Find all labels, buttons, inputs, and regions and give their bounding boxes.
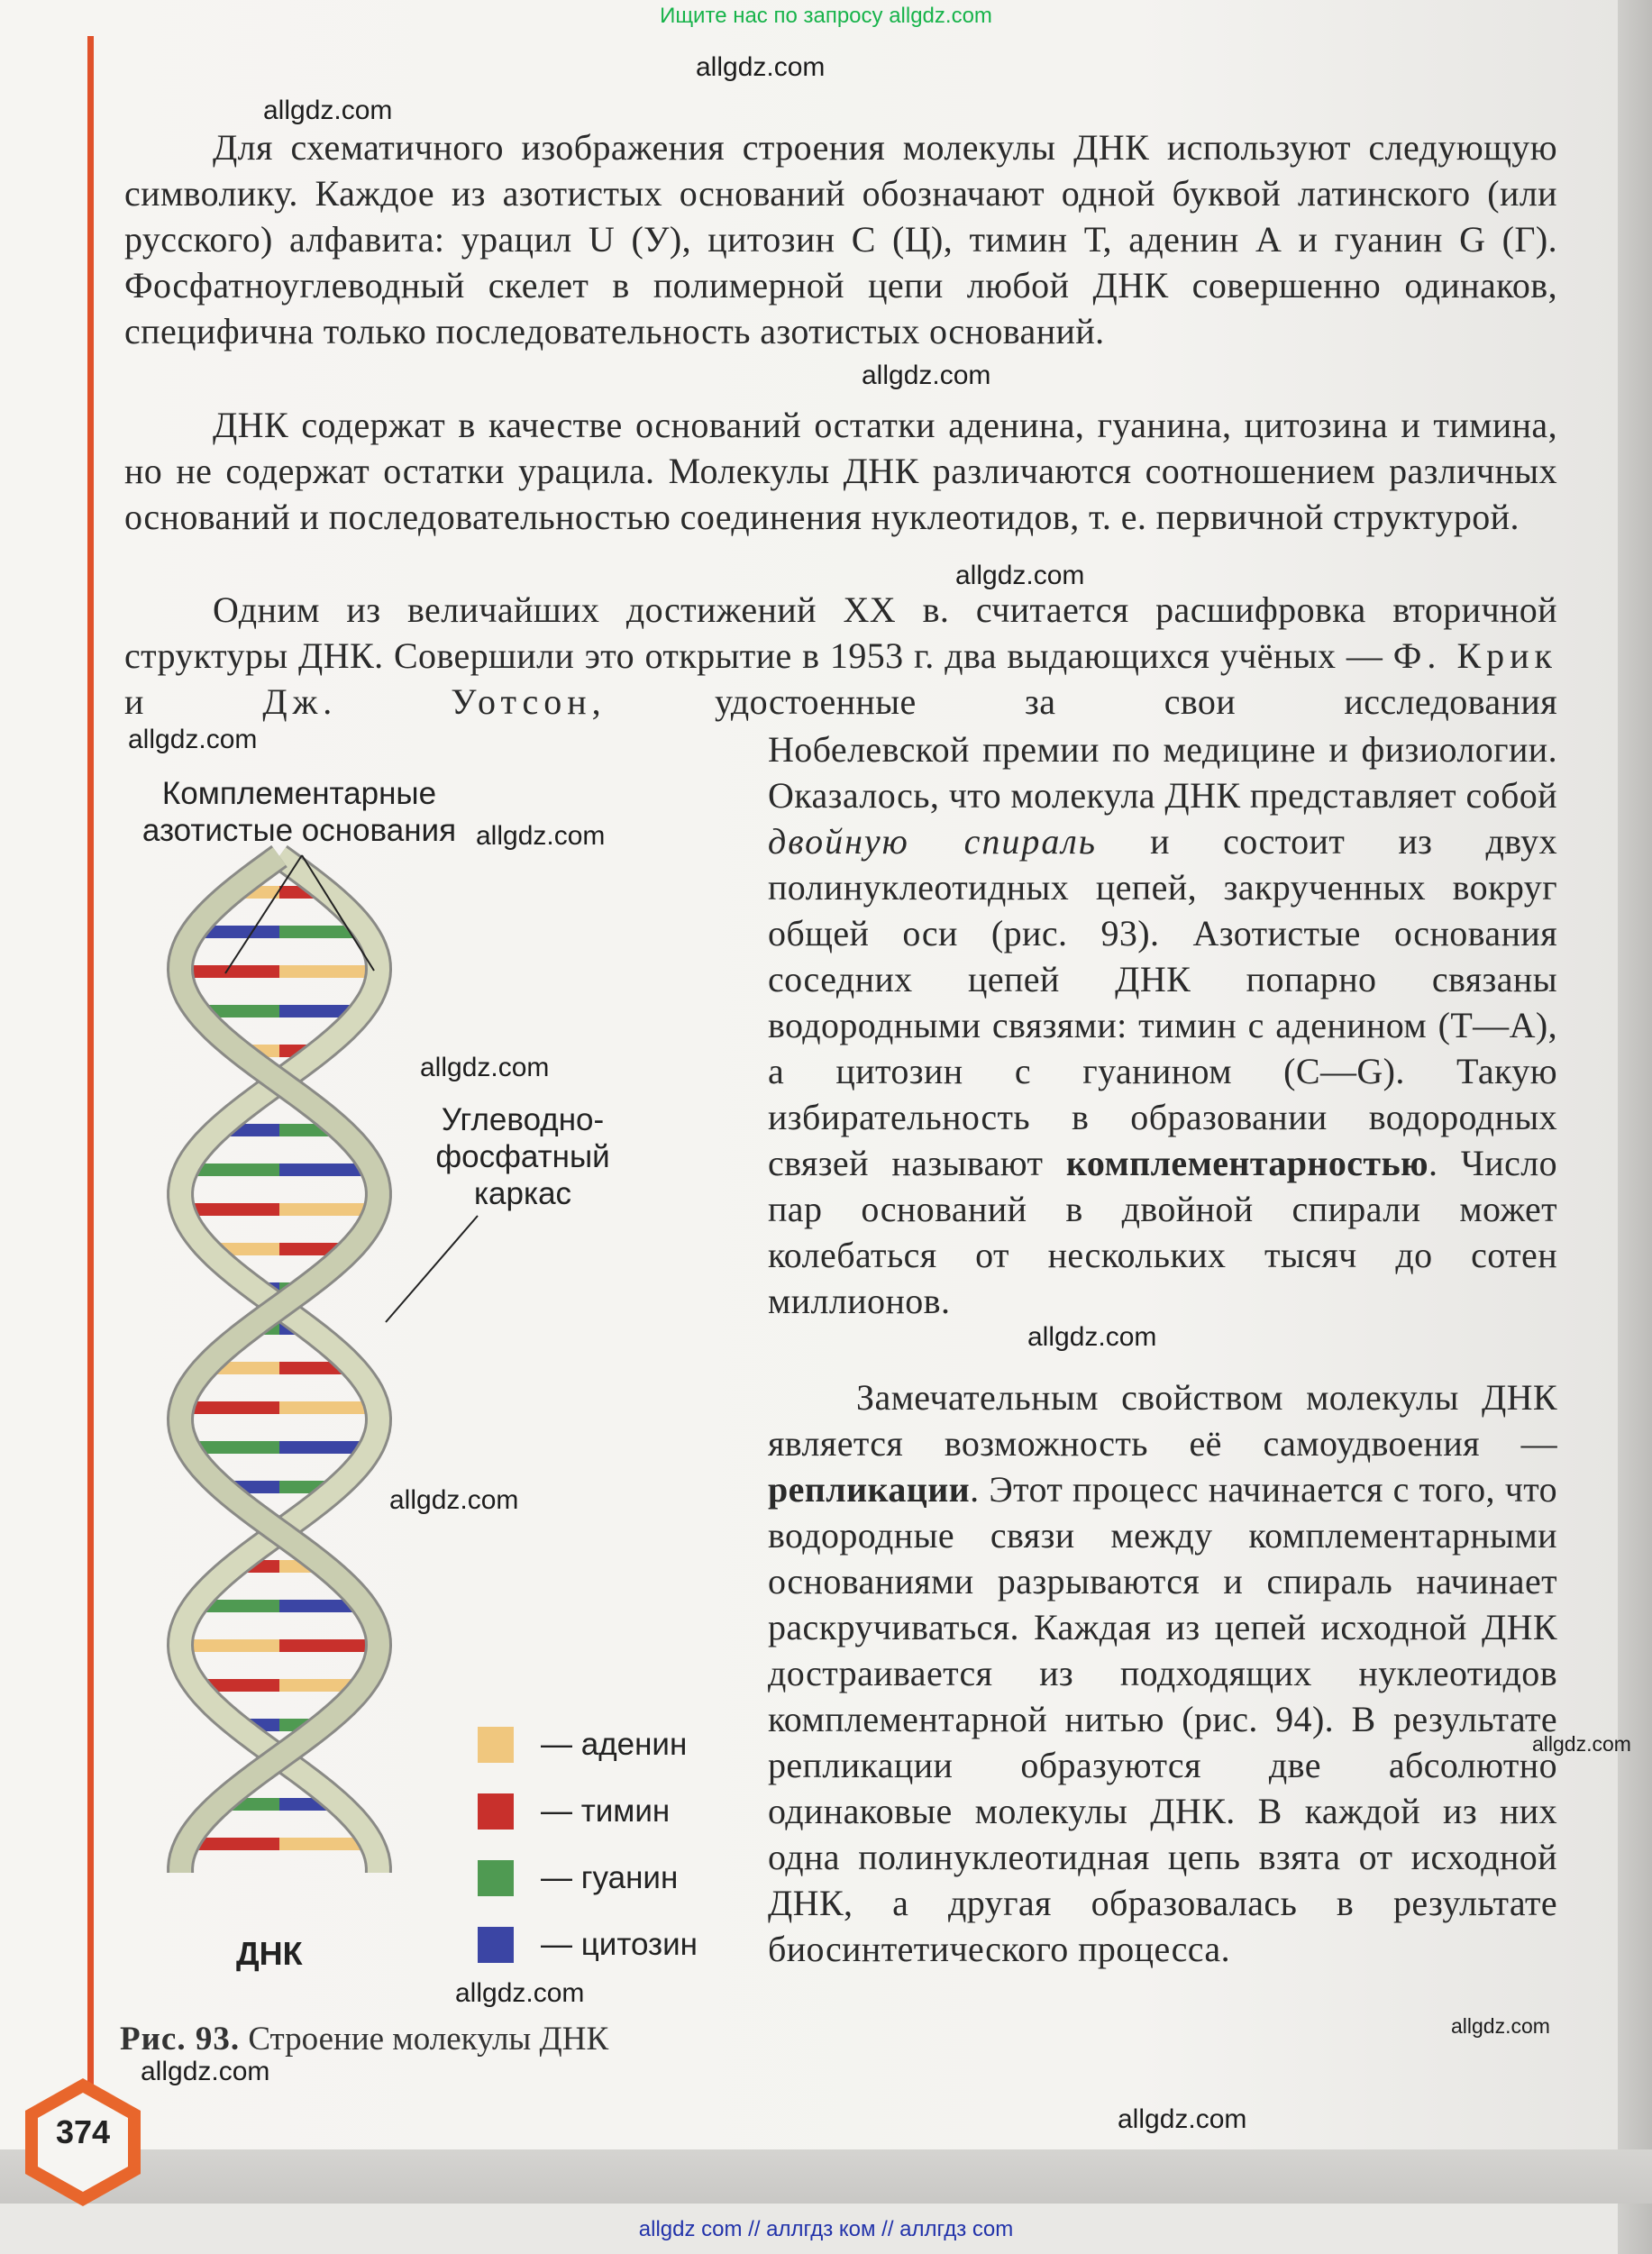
watermark[interactable]: allgdz.com <box>141 2057 270 2086</box>
label-complementary-bases <box>123 775 475 849</box>
watermark[interactable]: allgdz.com <box>420 1053 550 1082</box>
watermark[interactable]: allgdz.com <box>455 1978 585 2008</box>
watermark[interactable]: allgdz.com <box>955 561 1085 590</box>
adenine-swatch <box>478 1727 514 1763</box>
label-sugar-phosphate-frame <box>424 1101 622 1212</box>
adenine-label: — аденин <box>541 1727 688 1762</box>
guanine-label: — гуанин <box>541 1860 679 1895</box>
paragraph-2-text: ДНК содержат в качестве оснований остатки аденина, гуанина, цитозина и тимина, но не содержат остатки урацила. Молекулы ДНК различаются соотношением различных оснований и последовательностью соединения нуклеотидов, т. е. первичной структурой. <box>124 405 1557 537</box>
page-number: 374 <box>55 2113 111 2150</box>
p3-text-d: и состоит из двух полинуклеотидных цепей, закрученных вокруг общей оси (рис. 93). Азотистые основания соседних цепей ДНК попарно связаны водородными связями: тимин с аденином (Т—А), а цитозин с гуанином (С—G). Такую избирательность в образовании водородных связей называют <box>768 821 1557 1183</box>
p3-text-b: удостоенные за свои исследования <box>715 681 1557 722</box>
p4-text-b: . Этот процесс начинается с того, что водородные связи между комплементарными основаниями разрываются и спираль начинает раскручиваться. Каждая из цепей исходной ДНК достраивается из подходящих нуклеотидов комплементарной нитью (рис. 94). В результате репликации образуются две абсолютно одинаковые молекулы ДНК. В каждой из них одна полинуклеотидная цепь взята от исходной ДНК, а другая образовалась в результате биосинтетического процесса. <box>768 1469 1557 1969</box>
top-watermark[interactable]: Ищите нас по запросу allgdz.com <box>660 4 992 28</box>
dna-label: ДНК <box>236 1935 303 1972</box>
thymine-label: — тимин <box>541 1793 671 1829</box>
page-edge <box>1618 0 1652 2254</box>
p3-text-a: Одним из величайших достижений XX в. считается расшифровка вторичной структуры ДНК. Совершили это открытие в 1953 г. два выдающихся учёных — <box>124 589 1557 676</box>
cytosine-swatch <box>478 1927 514 1963</box>
caption-number: Рис. 93. <box>120 2021 241 2058</box>
watermark[interactable]: allgdz.com <box>696 52 826 82</box>
figure-caption <box>120 2020 608 2058</box>
p3-names: Ф. Крик и Дж. Уотсон, <box>124 635 1557 722</box>
p3-text-c: Нобелевской премии по медицине и физиологии. Оказалось, что молекула ДНК представляет собой <box>768 729 1557 816</box>
paragraph-3-top <box>124 587 1557 725</box>
watermark[interactable]: allgdz.com <box>1027 1322 1157 1352</box>
label-frame-line2: фосфатный <box>435 1139 610 1174</box>
paragraph-3-column <box>768 726 1557 1324</box>
paragraph-1 <box>124 124 1557 354</box>
label-bases-line2: азотистые основания <box>141 813 457 848</box>
label-pointer-lines-top <box>216 852 397 978</box>
p4-text-a: Замечательным свойством молекулы ДНК является возможность её самоудвоения — <box>768 1377 1557 1464</box>
caption-text: Строение молекулы ДНК <box>248 2021 609 2058</box>
watermark[interactable]: allgdz.com <box>128 725 258 754</box>
paragraph-4-body <box>768 1374 1557 1972</box>
paragraph-4 <box>768 1374 1557 1972</box>
paragraph-2 <box>124 402 1557 540</box>
label-frame-line1: Углеводно- <box>441 1102 605 1137</box>
bottom-band <box>0 2149 1652 2204</box>
paragraph-3-intro <box>124 587 1557 725</box>
watermark[interactable]: allgdz.com <box>1532 1732 1631 1756</box>
guanine-swatch <box>478 1860 514 1896</box>
p4-term: репликации <box>768 1469 971 1510</box>
label-bases-line1: Комплементарные <box>161 776 437 811</box>
watermark[interactable]: allgdz.com <box>1118 2104 1247 2134</box>
label-frame-line3: каркас <box>473 1176 572 1211</box>
p3-text-e: . Число пар оснований в двойной спирали может колебаться от нескольких тысяч до сотен миллионов. <box>768 1143 1558 1321</box>
cytosine-label: — цитозин <box>541 1927 698 1962</box>
label-pointer-line-frame <box>379 1212 487 1329</box>
paragraph-3-body <box>768 726 1557 1324</box>
watermark[interactable]: allgdz.com <box>862 360 991 390</box>
watermark[interactable]: allgdz.com <box>389 1485 519 1515</box>
margin-rule <box>87 36 94 2100</box>
watermark[interactable]: allgdz.com <box>263 96 393 125</box>
thymine-swatch <box>478 1793 514 1830</box>
p3-term: комплементарностью <box>1065 1143 1428 1183</box>
paragraph-1-text: Для схематичного изображения строения молекулы ДНК используют следующую символику. Каждое из азотистых оснований обозначают одной буквой латинского (или русского) алфавита: урацил U (У), цитозин С (Ц), тимин Т, аденин А и гуанин G (Г). Фосфатноуглеводный скелет в полимерной цепи любой ДНК совершенно одинаков, специфична только последовательность азотистых оснований. <box>124 127 1557 351</box>
watermark[interactable]: allgdz.com <box>1451 2014 1550 2038</box>
dna-helix-figure <box>135 838 424 1902</box>
p3-emphasis: двойную спираль <box>768 821 1098 862</box>
watermark[interactable]: allgdz.com <box>476 821 606 851</box>
footer-watermark[interactable]: allgdz com // аллгдз ком // аллгдз com <box>638 2217 1014 2241</box>
dna-helix <box>178 856 381 1873</box>
